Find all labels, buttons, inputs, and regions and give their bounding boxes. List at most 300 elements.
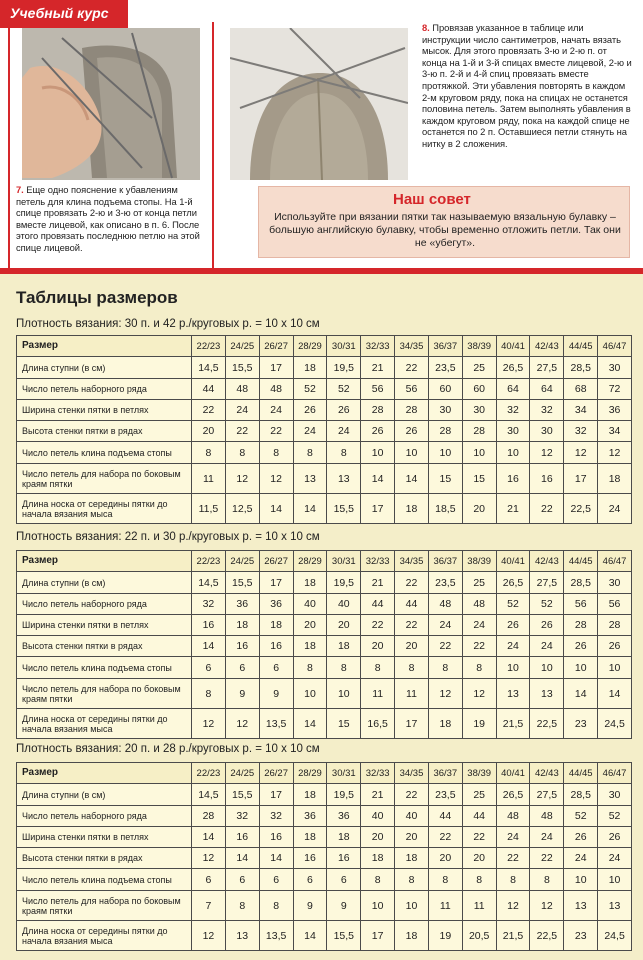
density-label-3: Плотность вязания: 20 п. и 28 р./круговых р. = 10 х 10 см xyxy=(16,743,320,755)
table-cell: 56 xyxy=(598,594,632,615)
table-cell: 64 xyxy=(530,379,564,400)
step8-text: Провязав указанное в таблице или инструкции число сантиметров, начать вязать мысок. Для этого провязать 3-ю и 2-ю п. от конца на 1-й и 3-й спицах вместе лицевой, 2-ю и 3-ю п. 2-й и 4-й спиц провязать вместе протяжкой. Эти убавления повторять в каждом 2-м круговом ряду, пока на спицах не останется половина петель. Затем выполнять убавления в каждом круговом ряду, пока на каждой спице не останется по 2 п. Оставшиеся петли стянуть на нитку в 2 сложения. xyxy=(422,22,632,149)
size-header-cell: 34/35 xyxy=(395,763,429,784)
table-cell: 22 xyxy=(462,827,496,848)
table-cell: 26 xyxy=(293,400,327,421)
size-header-cell: 46/47 xyxy=(598,551,632,572)
row-label: Длина ступни (в см) xyxy=(17,572,192,594)
table-cell: 12 xyxy=(564,442,598,464)
table-cell: 28 xyxy=(361,400,395,421)
table-cell: 6 xyxy=(327,869,361,891)
step7-number: 7. xyxy=(16,184,24,195)
table-row xyxy=(17,891,632,921)
table-cell: 32 xyxy=(530,400,564,421)
table-cell: 60 xyxy=(428,379,462,400)
table-cell: 14 xyxy=(192,827,226,848)
table-cell: 40 xyxy=(395,806,429,827)
table-cell: 12 xyxy=(225,464,259,494)
table-cell: 26 xyxy=(530,615,564,636)
table-cell: 24 xyxy=(530,827,564,848)
table-cell: 6 xyxy=(225,657,259,679)
table-row xyxy=(17,869,632,891)
table-cell: 21 xyxy=(361,357,395,379)
row-label: Число петель клина подъема стопы xyxy=(17,442,192,464)
table-cell: 16 xyxy=(293,848,327,869)
table-cell: 21,5 xyxy=(496,709,530,739)
table-cell: 72 xyxy=(598,379,632,400)
table-cell: 15 xyxy=(327,709,361,739)
page-title: Таблицы размеров xyxy=(16,288,178,307)
table-cell: 12 xyxy=(428,679,462,709)
table-cell: 8 xyxy=(361,657,395,679)
table-cell: 36 xyxy=(259,594,293,615)
table-cell: 10 xyxy=(395,891,429,921)
table-cell: 20 xyxy=(293,615,327,636)
advice-title: Наш совет xyxy=(393,191,471,208)
table-cell: 24 xyxy=(496,827,530,848)
table-cell: 10 xyxy=(395,442,429,464)
table-cell: 23,5 xyxy=(428,357,462,379)
table-cell: 16 xyxy=(259,636,293,657)
table-cell: 24 xyxy=(564,848,598,869)
row-label: Длина носка от середины пятки до начала вязания мыса xyxy=(17,921,192,951)
table-row xyxy=(17,806,632,827)
table-row xyxy=(17,357,632,379)
table-row xyxy=(17,379,632,400)
size-table-2 xyxy=(16,550,632,739)
table-cell: 16,5 xyxy=(361,709,395,739)
table-cell: 6 xyxy=(293,869,327,891)
table-cell: 20 xyxy=(361,636,395,657)
table-cell: 16 xyxy=(530,464,564,494)
table-cell: 24 xyxy=(496,636,530,657)
table-cell: 26 xyxy=(395,421,429,442)
row-label: Высота стенки пятки в рядах xyxy=(17,421,192,442)
table-cell: 20 xyxy=(327,615,361,636)
table-cell: 36 xyxy=(225,594,259,615)
size-header-cell: 36/37 xyxy=(428,336,462,357)
size-header-cell: 28/29 xyxy=(293,551,327,572)
table-cell: 6 xyxy=(192,869,226,891)
table-cell: 13,5 xyxy=(259,709,293,739)
table-cell: 30 xyxy=(598,572,632,594)
table-cell: 56 xyxy=(361,379,395,400)
table-cell: 16 xyxy=(225,636,259,657)
size-header-cell: 30/31 xyxy=(327,336,361,357)
table-cell: 10 xyxy=(530,657,564,679)
table-cell: 40 xyxy=(361,806,395,827)
table-cell: 22,5 xyxy=(530,921,564,951)
table-cell: 16 xyxy=(327,848,361,869)
table-cell: 22 xyxy=(496,848,530,869)
table-cell: 20 xyxy=(428,848,462,869)
size-header-cell: 24/25 xyxy=(225,551,259,572)
size-column-header: Размер xyxy=(17,763,192,784)
table-cell: 30 xyxy=(530,421,564,442)
size-header-cell: 42/43 xyxy=(530,336,564,357)
table-cell: 8 xyxy=(462,657,496,679)
table-cell: 24 xyxy=(428,615,462,636)
size-header-cell: 36/37 xyxy=(428,551,462,572)
table-cell: 28 xyxy=(192,806,226,827)
table-row xyxy=(17,615,632,636)
table-cell: 18 xyxy=(361,848,395,869)
table-cell: 22 xyxy=(428,827,462,848)
table-cell: 14,5 xyxy=(192,357,226,379)
table-cell: 28 xyxy=(598,615,632,636)
table-cell: 14,5 xyxy=(192,784,226,806)
table-cell: 12 xyxy=(530,891,564,921)
table-cell: 14 xyxy=(361,464,395,494)
table-cell: 8 xyxy=(395,657,429,679)
table-cell: 10 xyxy=(598,869,632,891)
table-cell: 23 xyxy=(564,921,598,951)
table-cell: 13 xyxy=(564,891,598,921)
table-cell: 16 xyxy=(496,464,530,494)
table-row xyxy=(17,657,632,679)
size-header-cell: 26/27 xyxy=(259,763,293,784)
table-cell: 12 xyxy=(530,442,564,464)
table-row xyxy=(17,464,632,494)
table-cell: 13 xyxy=(496,679,530,709)
table-cell: 28,5 xyxy=(564,572,598,594)
table-cell: 22 xyxy=(530,494,564,524)
table-cell: 8 xyxy=(327,657,361,679)
table-cell: 13 xyxy=(327,464,361,494)
table-cell: 8 xyxy=(259,442,293,464)
table-cell: 24 xyxy=(259,400,293,421)
size-header-cell: 40/41 xyxy=(496,336,530,357)
table-row xyxy=(17,636,632,657)
table-cell: 12 xyxy=(259,464,293,494)
table-cell: 14 xyxy=(259,848,293,869)
table-cell: 19,5 xyxy=(327,784,361,806)
row-label: Число петель для набора по боковым краям пятки xyxy=(17,891,192,921)
row-label: Длина ступни (в см) xyxy=(17,357,192,379)
size-header-cell: 32/33 xyxy=(361,763,395,784)
size-header-cell: 40/41 xyxy=(496,763,530,784)
table-cell: 44 xyxy=(361,594,395,615)
table-cell: 14 xyxy=(293,494,327,524)
table-cell: 22 xyxy=(462,636,496,657)
table-row xyxy=(17,848,632,869)
table-cell: 17 xyxy=(361,494,395,524)
table-cell: 10 xyxy=(496,657,530,679)
table-cell: 36 xyxy=(293,806,327,827)
size-header-cell: 26/27 xyxy=(259,551,293,572)
size-header-cell: 28/29 xyxy=(293,336,327,357)
size-header-cell: 34/35 xyxy=(395,336,429,357)
table-cell: 8 xyxy=(496,869,530,891)
table-cell: 16 xyxy=(259,827,293,848)
size-header-cell: 26/27 xyxy=(259,336,293,357)
row-label: Число петель наборного ряда xyxy=(17,806,192,827)
density-label-2: Плотность вязания: 22 п. и 30 р./круговых р. = 10 х 10 см xyxy=(16,531,320,543)
photo-toe-shaping xyxy=(230,28,408,180)
table-cell: 18 xyxy=(259,615,293,636)
table-cell: 28 xyxy=(462,421,496,442)
table-cell: 26,5 xyxy=(496,784,530,806)
table-cell: 44 xyxy=(192,379,226,400)
table-cell: 22 xyxy=(192,400,226,421)
table-row xyxy=(17,494,632,524)
row-label: Длина ступни (в см) xyxy=(17,784,192,806)
table-cell: 20,5 xyxy=(462,921,496,951)
table-cell: 26 xyxy=(496,615,530,636)
table-cell: 13 xyxy=(225,921,259,951)
table-row xyxy=(17,709,632,739)
size-header-cell: 38/39 xyxy=(462,336,496,357)
table-cell: 11 xyxy=(192,464,226,494)
row-label: Число петель для набора по боковым краям пятки xyxy=(17,679,192,709)
table-row xyxy=(17,784,632,806)
table-cell: 40 xyxy=(327,594,361,615)
table-cell: 12 xyxy=(225,709,259,739)
table-cell: 32 xyxy=(192,594,226,615)
step7-caption xyxy=(16,184,208,254)
table-cell: 10 xyxy=(564,869,598,891)
table-cell: 8 xyxy=(361,869,395,891)
table-cell: 8 xyxy=(395,869,429,891)
table-cell: 8 xyxy=(462,869,496,891)
table-cell: 11,5 xyxy=(192,494,226,524)
table-cell: 12 xyxy=(462,679,496,709)
table-cell: 8 xyxy=(192,442,226,464)
table-cell: 16 xyxy=(192,615,226,636)
table-cell: 28,5 xyxy=(564,357,598,379)
size-table-1 xyxy=(16,335,632,524)
table-row xyxy=(17,594,632,615)
row-label: Ширина стенки пятки в петлях xyxy=(17,827,192,848)
row-label: Высота стенки пятки в рядах xyxy=(17,636,192,657)
table-cell: 34 xyxy=(564,400,598,421)
size-header-cell: 44/45 xyxy=(564,551,598,572)
size-header-cell: 44/45 xyxy=(564,763,598,784)
table-cell: 52 xyxy=(293,379,327,400)
table-cell: 17 xyxy=(259,357,293,379)
table-cell: 6 xyxy=(192,657,226,679)
table-cell: 20 xyxy=(395,827,429,848)
table-cell: 14 xyxy=(192,636,226,657)
table-cell: 19,5 xyxy=(327,357,361,379)
size-header-cell: 34/35 xyxy=(395,551,429,572)
table-cell: 8 xyxy=(225,891,259,921)
table-cell: 21 xyxy=(496,494,530,524)
table-cell: 26 xyxy=(327,400,361,421)
table-cell: 18 xyxy=(293,572,327,594)
size-header-cell: 38/39 xyxy=(462,551,496,572)
table-cell: 10 xyxy=(361,442,395,464)
table-cell: 18 xyxy=(395,494,429,524)
table-cell: 26 xyxy=(564,636,598,657)
row-label: Длина носка от середины пятки до начала вязания мыса xyxy=(17,709,192,739)
table-cell: 8 xyxy=(293,657,327,679)
table-cell: 7 xyxy=(192,891,226,921)
table-row xyxy=(17,421,632,442)
table-cell: 22 xyxy=(428,636,462,657)
table-cell: 23 xyxy=(564,709,598,739)
table-cell: 10 xyxy=(496,442,530,464)
table-cell: 17 xyxy=(361,921,395,951)
table-cell: 22,5 xyxy=(530,709,564,739)
table-cell: 15 xyxy=(462,464,496,494)
table-cell: 22 xyxy=(395,615,429,636)
table-cell: 15,5 xyxy=(327,494,361,524)
table-cell: 9 xyxy=(259,679,293,709)
table-cell: 13 xyxy=(293,464,327,494)
table-cell: 9 xyxy=(225,679,259,709)
advice-box xyxy=(258,186,630,258)
size-header-cell: 42/43 xyxy=(530,551,564,572)
lesson-section xyxy=(0,0,643,274)
advice-text: Используйте при вязании пятки так называемую вязальную булавку – большую английскую булавку, чтобы временно отложить петли. Так они не «убегут». xyxy=(269,211,621,249)
table-cell: 14 xyxy=(293,921,327,951)
table-cell: 13,5 xyxy=(259,921,293,951)
table-cell: 60 xyxy=(462,379,496,400)
table-cell: 22 xyxy=(530,848,564,869)
table-cell: 27,5 xyxy=(530,572,564,594)
table-cell: 32 xyxy=(225,806,259,827)
table-cell: 28 xyxy=(428,421,462,442)
table-cell: 11 xyxy=(361,679,395,709)
table-cell: 48 xyxy=(496,806,530,827)
table-cell: 18 xyxy=(395,921,429,951)
step7-text: Еще одно пояснение к убавлениям петель для клина подъема стопы. На 1-й спице провязать 2-ю и 3-ю от конца петли вместе лицевой, как описано в п. 6. После этого провязать последнюю петлю на этой спице лицевой. xyxy=(16,184,200,253)
table-cell: 24 xyxy=(598,848,632,869)
row-label: Число петель наборного ряда xyxy=(17,379,192,400)
table-cell: 10 xyxy=(361,891,395,921)
table-cell: 11 xyxy=(395,679,429,709)
table-cell: 13 xyxy=(530,679,564,709)
table-cell: 17 xyxy=(395,709,429,739)
size-header-cell: 42/43 xyxy=(530,763,564,784)
table-cell: 30 xyxy=(598,784,632,806)
row-label: Число петель клина подъема стопы xyxy=(17,869,192,891)
table-cell: 32 xyxy=(259,806,293,827)
table-row xyxy=(17,921,632,951)
table-cell: 44 xyxy=(395,594,429,615)
table-cell: 13 xyxy=(598,891,632,921)
table-cell: 15,5 xyxy=(225,572,259,594)
table-cell: 19 xyxy=(428,921,462,951)
table-cell: 12,5 xyxy=(225,494,259,524)
table-cell: 18,5 xyxy=(428,494,462,524)
table-cell: 48 xyxy=(530,806,564,827)
table-row xyxy=(17,442,632,464)
size-header-cell: 22/23 xyxy=(192,551,226,572)
table-cell: 18 xyxy=(293,784,327,806)
table-cell: 21 xyxy=(361,784,395,806)
table-cell: 22,5 xyxy=(564,494,598,524)
size-header-cell: 28/29 xyxy=(293,763,327,784)
table-cell: 34 xyxy=(598,421,632,442)
row-label: Ширина стенки пятки в петлях xyxy=(17,400,192,421)
table-cell: 25 xyxy=(462,357,496,379)
table-cell: 18 xyxy=(293,827,327,848)
table-cell: 22 xyxy=(259,421,293,442)
size-header-cell: 46/47 xyxy=(598,336,632,357)
table-cell: 48 xyxy=(225,379,259,400)
table-cell: 8 xyxy=(428,869,462,891)
size-header-cell: 30/31 xyxy=(327,763,361,784)
size-header-row xyxy=(17,551,632,572)
table-cell: 8 xyxy=(225,442,259,464)
table-cell: 24 xyxy=(293,421,327,442)
table-cell: 64 xyxy=(496,379,530,400)
table-cell: 10 xyxy=(564,657,598,679)
table-cell: 17 xyxy=(564,464,598,494)
table-cell: 16 xyxy=(225,827,259,848)
table-cell: 20 xyxy=(192,421,226,442)
table-row xyxy=(17,679,632,709)
table-cell: 30 xyxy=(496,421,530,442)
size-header-cell: 44/45 xyxy=(564,336,598,357)
table-cell: 8 xyxy=(428,657,462,679)
table-cell: 23,5 xyxy=(428,572,462,594)
table-row xyxy=(17,572,632,594)
size-header-cell: 32/33 xyxy=(361,336,395,357)
row-label: Число петель наборного ряда xyxy=(17,594,192,615)
table-cell: 18 xyxy=(293,636,327,657)
row-label: Число петель для набора по боковым краям пятки xyxy=(17,464,192,494)
table-cell: 8 xyxy=(192,679,226,709)
row-label: Ширина стенки пятки в петлях xyxy=(17,615,192,636)
table-cell: 10 xyxy=(598,657,632,679)
table-cell: 8 xyxy=(293,442,327,464)
size-header-cell: 24/25 xyxy=(225,763,259,784)
table-cell: 24,5 xyxy=(598,921,632,951)
table-cell: 27,5 xyxy=(530,784,564,806)
table-cell: 24 xyxy=(530,636,564,657)
table-cell: 56 xyxy=(564,594,598,615)
size-header-cell: 24/25 xyxy=(225,336,259,357)
table-cell: 32 xyxy=(564,421,598,442)
table-cell: 30 xyxy=(428,400,462,421)
table-cell: 28 xyxy=(564,615,598,636)
table-cell: 26 xyxy=(361,421,395,442)
table-cell: 32 xyxy=(496,400,530,421)
table-cell: 24 xyxy=(327,421,361,442)
table-cell: 36 xyxy=(327,806,361,827)
table-cell: 68 xyxy=(564,379,598,400)
table-cell: 26 xyxy=(598,827,632,848)
table-cell: 10 xyxy=(293,679,327,709)
table-cell: 12 xyxy=(598,442,632,464)
table-cell: 40 xyxy=(293,594,327,615)
table-cell: 12 xyxy=(192,848,226,869)
table-cell: 12 xyxy=(192,709,226,739)
size-column-header: Размер xyxy=(17,551,192,572)
table-cell: 18 xyxy=(225,615,259,636)
table-cell: 24 xyxy=(598,494,632,524)
table-cell: 22 xyxy=(395,572,429,594)
size-header-cell: 46/47 xyxy=(598,763,632,784)
table-cell: 18 xyxy=(293,357,327,379)
size-header-row xyxy=(17,336,632,357)
size-header-cell: 36/37 xyxy=(428,763,462,784)
table-cell: 26 xyxy=(564,827,598,848)
table-cell: 8 xyxy=(259,891,293,921)
table-cell: 27,5 xyxy=(530,357,564,379)
size-header-cell: 22/23 xyxy=(192,763,226,784)
table-cell: 14 xyxy=(395,464,429,494)
table-cell: 24,5 xyxy=(598,709,632,739)
table-cell: 18 xyxy=(598,464,632,494)
table-cell: 52 xyxy=(598,806,632,827)
course-label: Учебный курс xyxy=(0,0,128,28)
table-cell: 26,5 xyxy=(496,357,530,379)
table-cell: 15,5 xyxy=(327,921,361,951)
